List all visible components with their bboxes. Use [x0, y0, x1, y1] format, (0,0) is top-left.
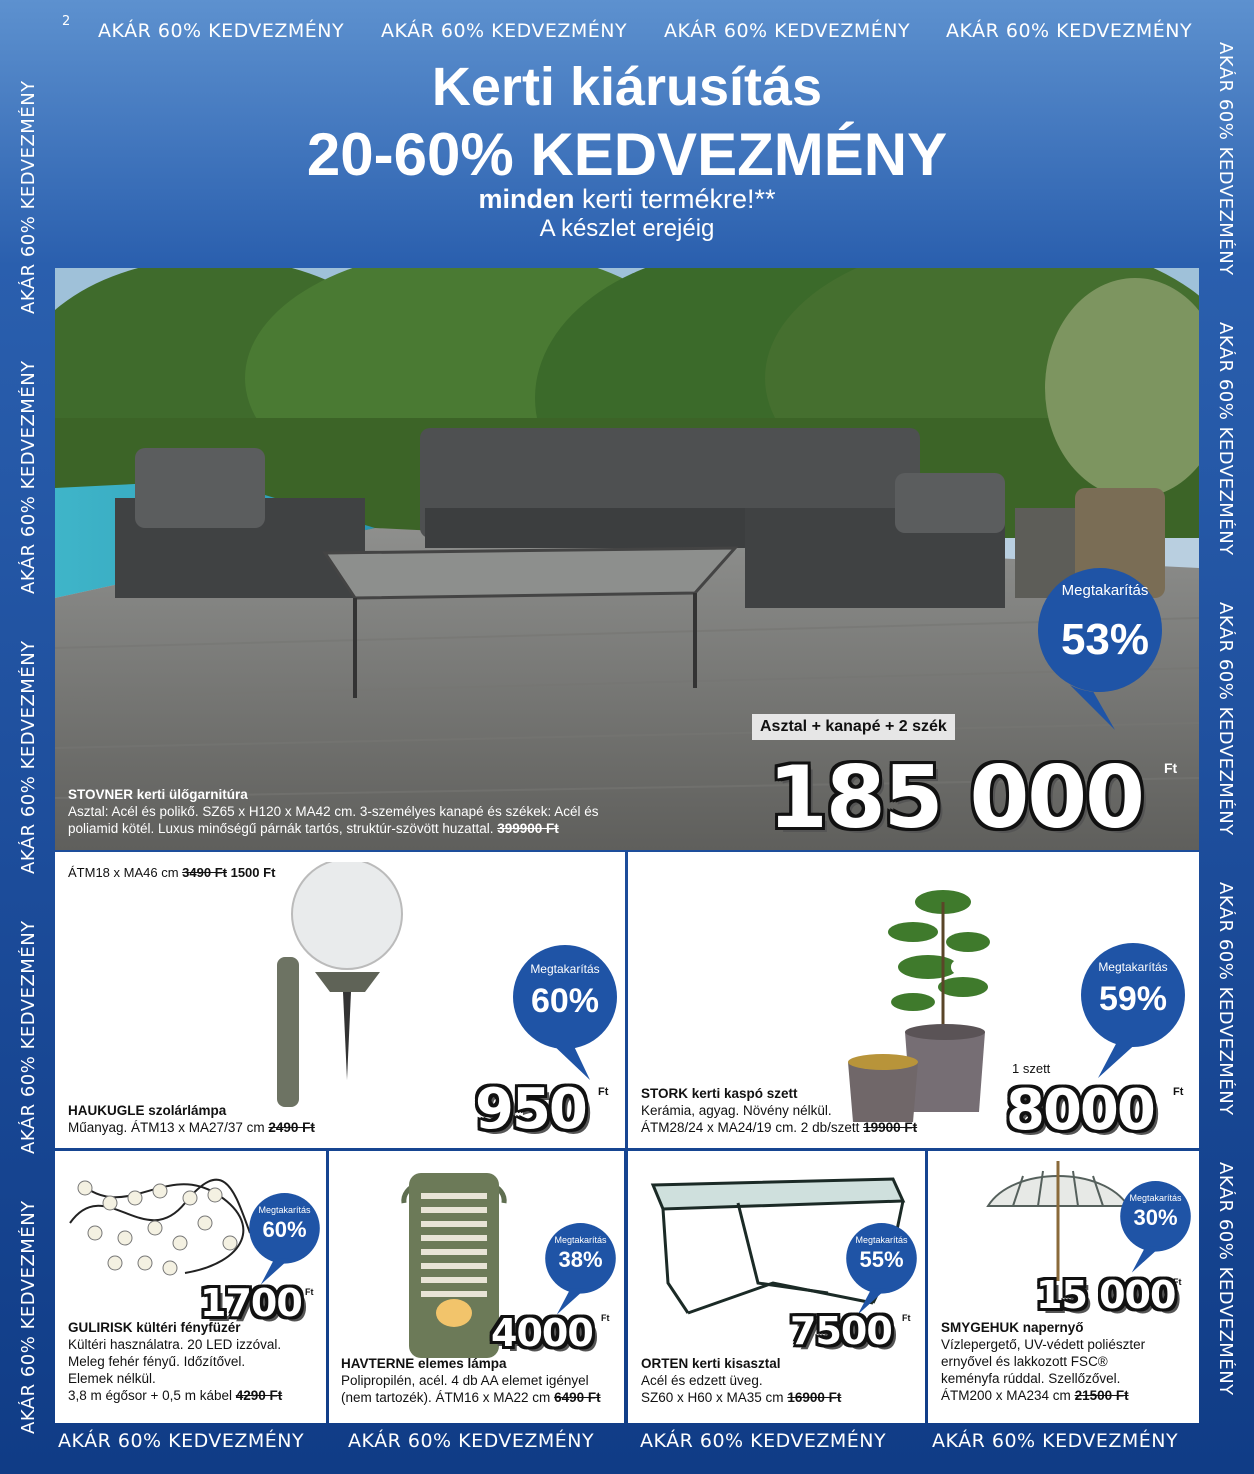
desc-line: Acél és edzett üveg.: [641, 1373, 763, 1388]
promo-rest: kerti termékre!**: [574, 184, 776, 214]
old-price: 2490 Ft: [268, 1120, 315, 1135]
badge-label: Megtakarítás: [1098, 960, 1168, 974]
unit-label: 1 szett: [1012, 1061, 1051, 1076]
desc-line: SZ60 x H60 x MA35 cm: [641, 1390, 784, 1405]
product-info: [68, 1102, 315, 1136]
product-desc: Műanyag. ÁTM13 x MA27/37 cm: [68, 1120, 265, 1135]
product-card-havterne[interactable]: [329, 1151, 624, 1423]
product-name: HAVTERNE elemes lámpa: [341, 1356, 507, 1371]
banner-text: AKÁR 60% KEDVEZMÉNY: [18, 360, 39, 594]
badge-label: Megtakarítás: [1129, 1193, 1182, 1203]
banner-text: AKÁR 60% KEDVEZMÉNY: [98, 20, 345, 42]
currency: Ft: [601, 1313, 610, 1323]
currency: Ft: [598, 1086, 609, 1098]
badge-label: Megtakarítás: [855, 1235, 908, 1245]
desc-line: keményfa rúddal. Szellőzővel.: [941, 1371, 1121, 1386]
desc-line: Polipropilén, acél. 4 db AA elemet igényel: [341, 1373, 589, 1388]
product-info: [641, 1085, 917, 1136]
savings-value: 60%: [530, 982, 600, 1020]
product-info: [941, 1319, 1145, 1404]
hero-product-desc: Asztal: Acél és polikő. SZ65 x H120 x MA42 cm. 3-személyes kanapé és székek: Acél és poliamid kötél. Luxus minőségű párnák tartós, struktúr-szövött huzattal.: [68, 804, 599, 836]
product-card-stork[interactable]: [628, 852, 1199, 1148]
banner-text: AKÁR 60% KEDVEZMÉNY: [58, 1430, 305, 1452]
variant-size: ÁTM18 x MA46 cm: [68, 865, 179, 880]
product-name: ORTEN kerti kisasztal: [641, 1356, 781, 1371]
banner-text: AKÁR 60% KEDVEZMÉNY: [1215, 42, 1236, 276]
banner-text: AKÁR 60% KEDVEZMÉNY: [664, 20, 911, 42]
page-title: Kerti kiárusítás: [431, 57, 823, 117]
extra-variant-note: [68, 864, 275, 881]
old-price: 21500 Ft: [1074, 1388, 1129, 1403]
banner-text: AKÁR 60% KEDVEZMÉNY: [1215, 322, 1236, 556]
desc-line: Kültéri használatra. 20 LED izzóval.: [68, 1337, 282, 1352]
product-info: [641, 1355, 841, 1406]
top-banner-strip: [78, 20, 1218, 48]
desc-line: ernyővel és lakkozott FSC®: [941, 1354, 1108, 1369]
promo-subline: [0, 184, 1254, 215]
product-desc-2: ÁTM28/24 x MA24/19 cm. 2 db/szett: [641, 1120, 860, 1135]
variant-new-price: 1500 Ft: [230, 865, 276, 880]
banner-text: AKÁR 60% KEDVEZMÉNY: [640, 1430, 887, 1452]
bottom-banner-strip: [40, 1430, 1220, 1458]
savings-value: 55%: [859, 1247, 904, 1272]
desc-line: (nem tartozék). ÁTM16 x MA22 cm: [341, 1390, 551, 1405]
desc-line: Vízlepergető, UV-védett poliészter: [941, 1337, 1146, 1352]
product-name: STORK kerti kaspó szett: [641, 1086, 798, 1101]
desc-line: ÁTM200 x MA234 cm: [941, 1388, 1071, 1403]
product-card-smygehuk[interactable]: [928, 1151, 1199, 1423]
old-price: 19900 Ft: [863, 1120, 918, 1135]
desc-line: Elemek nélkül.: [68, 1371, 156, 1386]
product-card-orten[interactable]: [628, 1151, 925, 1423]
product-price: 7500: [790, 1309, 892, 1353]
old-price: 4290 Ft: [235, 1388, 283, 1403]
old-price: 6490 Ft: [554, 1390, 601, 1405]
product-price: 1700: [200, 1281, 302, 1325]
page-number: 2: [62, 14, 71, 29]
savings-value: 59%: [1098, 980, 1168, 1018]
stock-note: A készlet erejéig: [539, 215, 715, 242]
banner-text: AKÁR 60% KEDVEZMÉNY: [348, 1430, 595, 1452]
hero-price: 185 000: [768, 748, 1143, 848]
discount-headline: 20-60% KEDVEZMÉNY: [306, 121, 948, 188]
product-price: 8000: [1006, 1078, 1154, 1143]
banner-text: AKÁR 60% KEDVEZMÉNY: [1215, 882, 1236, 1116]
banner-text: AKÁR 60% KEDVEZMÉNY: [381, 20, 628, 42]
product-card-haukugle[interactable]: [55, 852, 625, 1148]
product-desc: Kerámia, agyag. Növény nélkül.: [641, 1103, 832, 1118]
banner-text: AKÁR 60% KEDVEZMÉNY: [18, 80, 39, 314]
product-price: 950: [475, 1077, 586, 1142]
old-price: 16900 Ft: [787, 1390, 842, 1405]
currency: Ft: [305, 1287, 314, 1297]
parasol-image: [983, 1161, 1133, 1281]
banner-text: AKÁR 60% KEDVEZMÉNY: [946, 20, 1193, 42]
badge-label: Megtakarítás: [530, 962, 600, 976]
product-name: SMYGEHUK napernyő: [941, 1320, 1084, 1335]
hero-currency: Ft: [1164, 760, 1178, 776]
currency: Ft: [1173, 1086, 1184, 1098]
desc-line: 3,8 m égősor + 0,5 m kábel: [68, 1388, 232, 1403]
banner-text: AKÁR 60% KEDVEZMÉNY: [18, 920, 39, 1154]
banner-text: AKÁR 60% KEDVEZMÉNY: [1215, 1162, 1236, 1396]
string-lights-image: [65, 1163, 255, 1283]
hero-product-info: [68, 786, 628, 837]
right-banner-strip: [1208, 42, 1236, 1434]
product-name: GULIRISK kültéri fényfüzér: [68, 1320, 241, 1335]
badge-label: Megtakarítás: [1061, 582, 1149, 599]
hero-combo-label: Asztal + kanapé + 2 szék: [752, 714, 955, 740]
badge-label: Megtakarítás: [258, 1205, 311, 1215]
hero-savings-value: 53%: [1060, 615, 1150, 664]
product-price: 4000: [491, 1311, 593, 1355]
badge-label: Megtakarítás: [554, 1235, 607, 1245]
promo-bold-word: minden: [478, 184, 575, 214]
currency: Ft: [902, 1313, 911, 1323]
product-info: [68, 1319, 282, 1404]
product-price: 15 000: [1036, 1273, 1176, 1317]
savings-value: 60%: [262, 1217, 307, 1242]
hero-product-name: STOVNER kerti ülőgarnitúra: [68, 787, 248, 802]
product-card-gulirisk[interactable]: [55, 1151, 326, 1423]
hero-old-price: 399900 Ft: [497, 821, 559, 836]
banner-text: AKÁR 60% KEDVEZMÉNY: [932, 1430, 1179, 1452]
savings-value: 30%: [1133, 1205, 1178, 1230]
variant-old-price: 3490 Ft: [182, 865, 227, 880]
banner-text: AKÁR 60% KEDVEZMÉNY: [1215, 602, 1236, 836]
desc-line: Meleg fehér fényű. Időzítővel.: [68, 1354, 246, 1369]
currency: Ft: [1173, 1277, 1182, 1287]
banner-text: AKÁR 60% KEDVEZMÉNY: [18, 1200, 39, 1434]
savings-value: 38%: [558, 1247, 603, 1272]
solar-lamp-image: [265, 862, 415, 1112]
product-name: HAUKUGLE szolárlámpa: [68, 1103, 227, 1118]
banner-text: AKÁR 60% KEDVEZMÉNY: [18, 640, 39, 874]
product-info: [341, 1355, 601, 1406]
left-banner-strip: [18, 42, 46, 1434]
